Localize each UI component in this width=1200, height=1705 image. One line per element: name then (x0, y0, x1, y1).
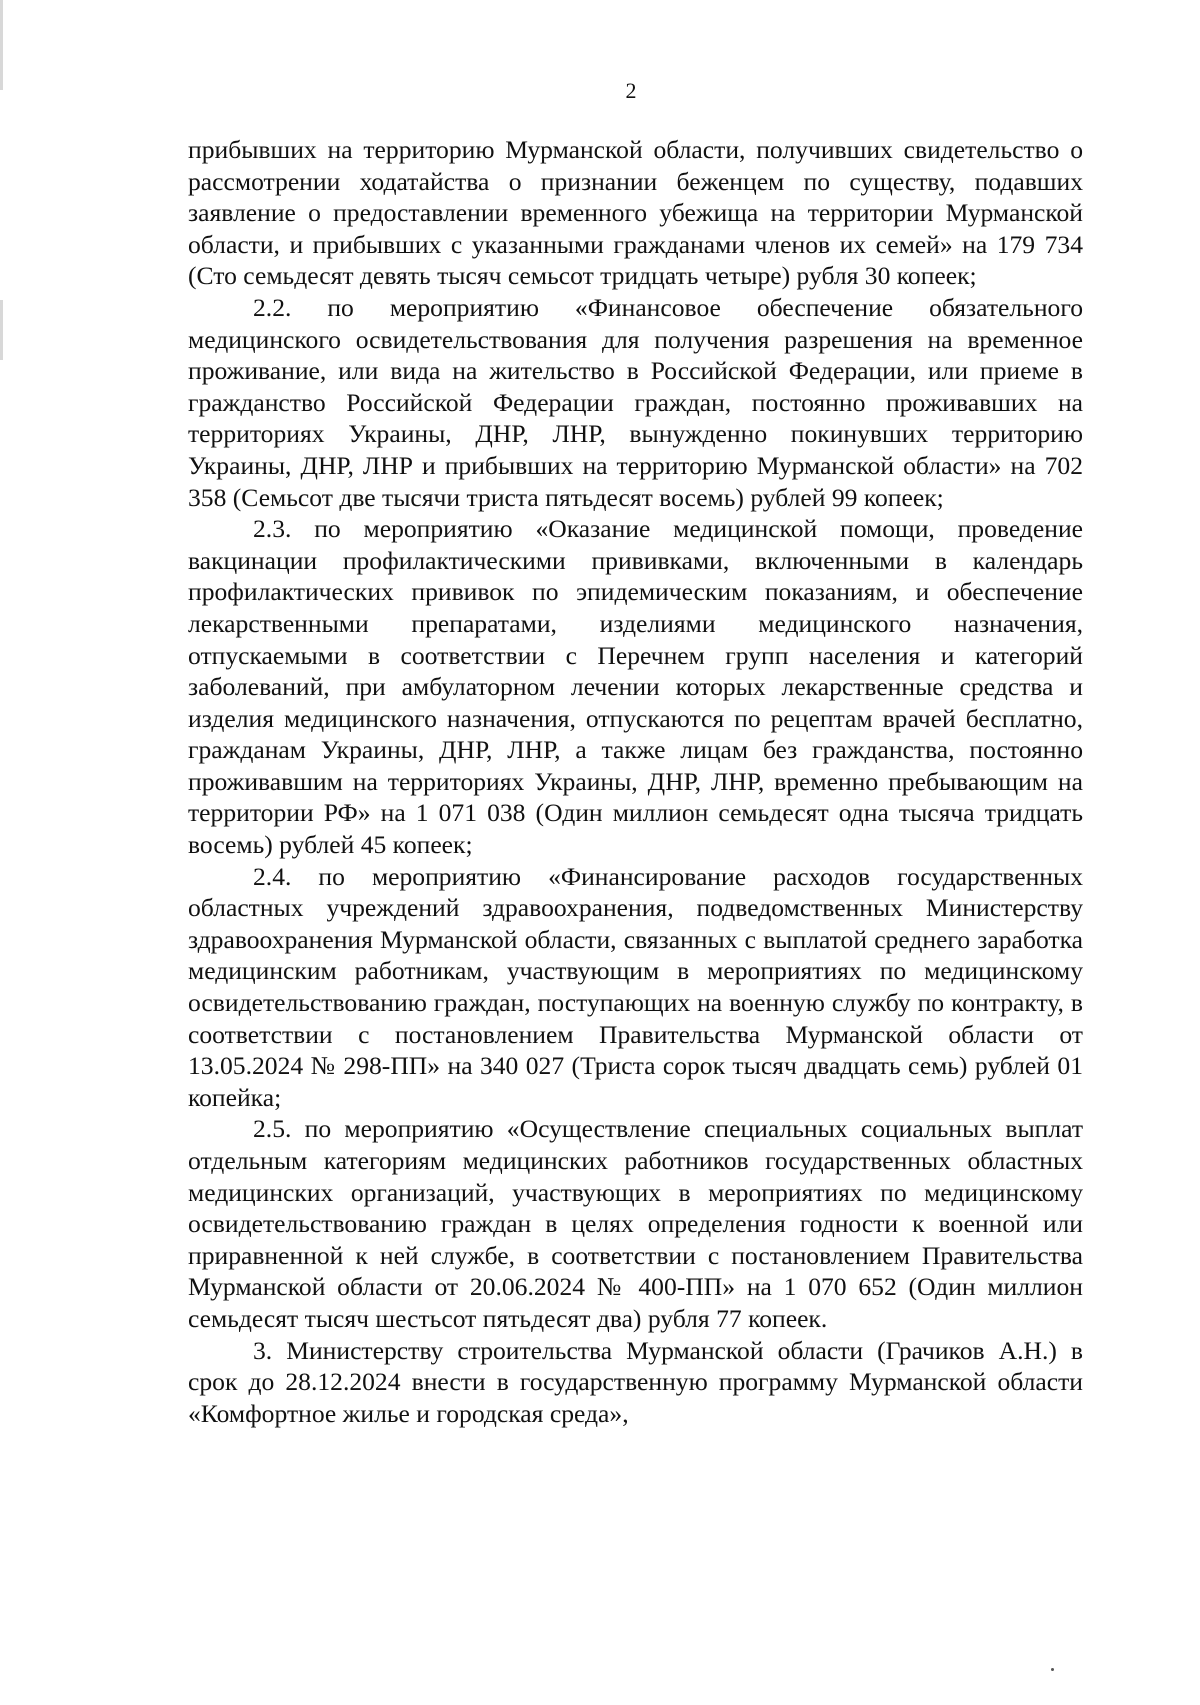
paragraph-2-3: 2.3. по мероприятию «Оказание медицинской помощи, проведение вакцинации профилактическими прививками, включенными в календарь профилактических прививок по эпидемическим показаниям, и обеспечение лекарственными препаратами, изделиями медицинского назначения, отпускаемыми в соответствии с Перечнем групп населения и категорий заболеваний, при амбулаторном лечении которых лекарственные средства и изделия медицинского назначения, отпускаются по рецептам врачей бесплатно, гражданам Украины, ДНР, ЛНР, а также лицам без гражданства, постоянно проживавшим на территориях Украины, ДНР, ЛНР, временно пребывающим на территории РФ» на 1 071 038 (Один миллион семьдесят одна тысяча тридцать восемь) рублей 45 копеек; (188, 514, 1083, 860)
paragraph-continuation: прибывших на территорию Мурманской области, получивших свидетельство о рассмотрении ходатайства о признании беженцем по существу, подавших заявление о предоставлении временного убежища на территории Мурманской области, и прибывших с указанными гражданами членов их семей» на 179 734 (Сто семьдесят девять тысяч семьсот тридцать четыре) рубля 30 копеек; (188, 135, 1083, 291)
paragraph-2-2: 2.2. по мероприятию «Финансовое обеспечение обязательного медицинского освидетельствования для получения разрешения на временное проживание, или вида на жительство в Российской Федерации, или приеме в гражданство Российской Федерации граждан, постоянно проживавших на территориях Украины, ДНР, ЛНР, вынужденно покинувших территорию Украины, ДНР, ЛНР и прибывших на территорию Мурманской области» на 702 358 (Семьсот две тысячи триста пятьдесят восемь) рублей 99 копеек; (188, 292, 1083, 512)
paragraph-2-5: 2.5. по мероприятию «Осуществление специальных социальных выплат отдельным категориям медицинских работников государственных областных медицинских организаций, участвующих в мероприятиях по медицинскому освидетельствованию граждан в целях определения годности к военной или приравненной к ней службе, в соответствии с постановлением Правительства Мурманской области от 20.06.2024 № 400-ПП» на 1 070 652 (Один миллион семьдесят тысяч шестьсот пятьдесят два) рубля 77 копеек. (188, 1114, 1083, 1333)
scan-speck (1051, 1668, 1054, 1671)
scan-edge-middle (0, 300, 3, 360)
document-body (188, 134, 1083, 1429)
page-number: 2 (625, 78, 637, 103)
paragraph-3: 3. Министерству строительства Мурманской области (Грачиков А.Н.) в срок до 28.12.2024 внести в государственную программу Мурманской области «Комфортное жилье и городская среда», (188, 1335, 1083, 1428)
paragraph-2-4: 2.4. по мероприятию «Финансирование расходов государственных областных учреждений здравоохранения, подведомственных Министерству здравоохранения Мурманской области, связанных с выплатой среднего заработка медицинским работникам, участвующим в мероприятиях по медицинскому освидетельствованию граждан, поступающих на военную службу по контракту, в соответствии с постановлением Правительства Мурманской области от 13.05.2024 № 298-ПП» на 340 027 (Триста сорок тысяч двадцать семь) рублей 01 копейка; (188, 861, 1083, 1112)
scan-edge-top (0, 0, 3, 90)
